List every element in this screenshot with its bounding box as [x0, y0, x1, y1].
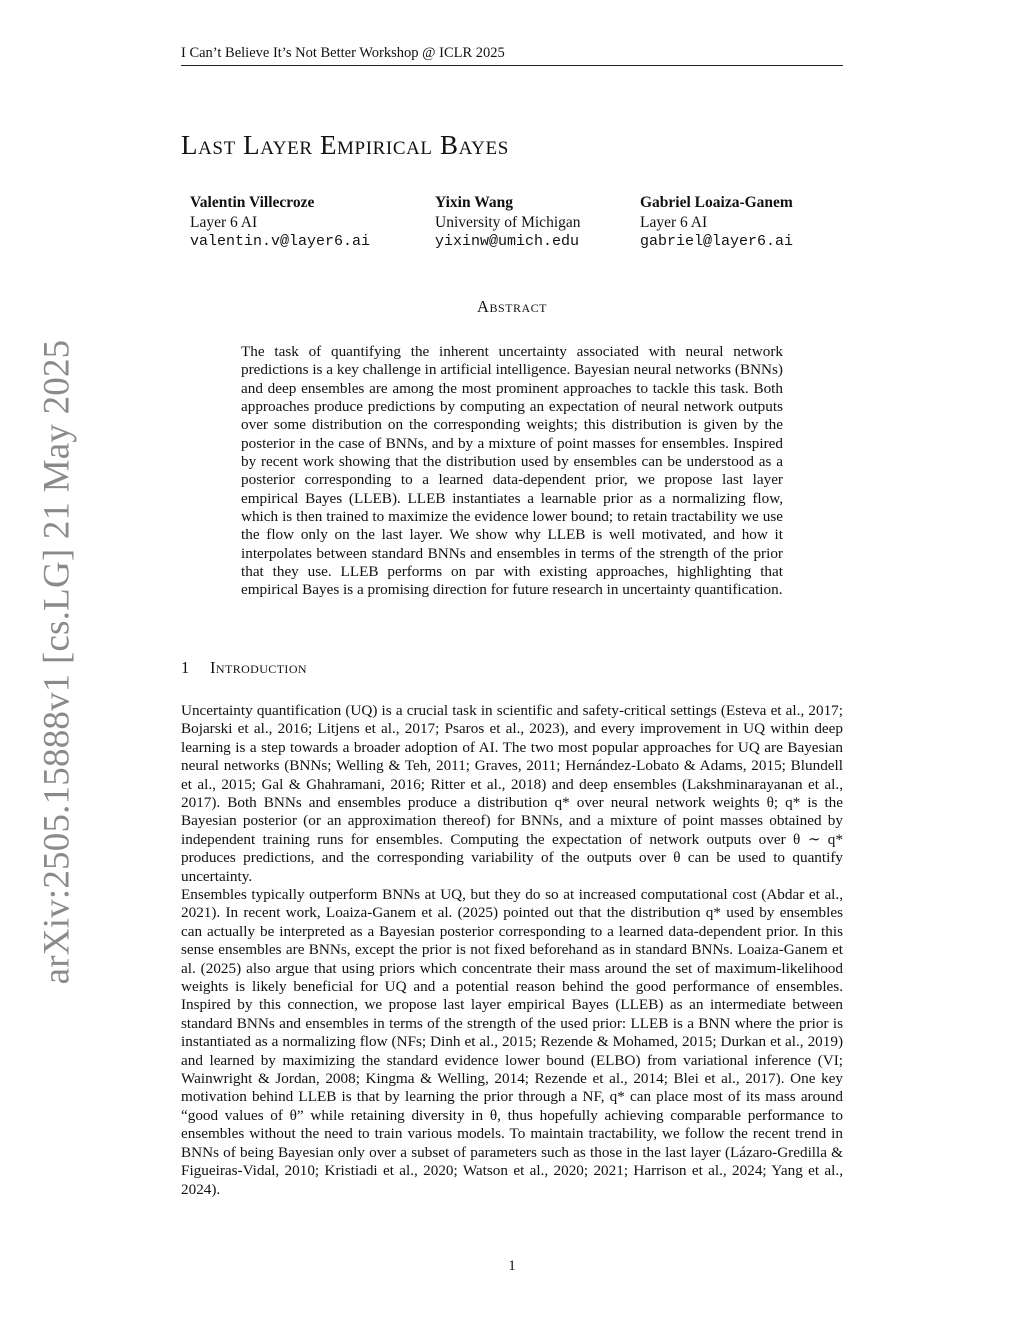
author-email: yixinw@umich.edu [435, 233, 580, 250]
section-number: 1 [181, 658, 190, 677]
author-name: Gabriel Loaiza-Ganem [640, 194, 793, 211]
author-name: Valentin Villecroze [190, 194, 315, 211]
author-block [640, 193, 793, 252]
abstract-text: The task of quantifying the inherent uncertainty associated with neural network predictions is a key challenge in artificial intelligence. Bayesian neural networks (BNNs) and deep ensembles are among the most prominent approaches to tackle this task. Both approaches produce predictions by computing an expectation of neural network outputs over some distribution on the corresponding weights; this distribution is given by the posterior in the case of BNNs, and by a mixture of point masses for ensembles. Inspired by recent work showing that the distribution used by ensembles can be understood as a posterior corresponding to a learned data-dependent prior, we propose last layer empirical Bayes (LLEB). LLEB instantiates a learnable prior as a normalizing flow, which is then trained to maximize the evidence lower bound; to retain tractability we use the flow only on the last layer. We show why LLEB is well motivated, and how it interpolates between standard BNNs and ensembles in terms of the strength of the prior that they use. LLEB performs on par with existing approaches, highlighting that empirical Bayes is a promising direction for future research in uncertainty quantification. [241, 343, 783, 599]
body-paragraph: Uncertainty quantification (UQ) is a crucial task in scientific and safety-critical settings (Esteva et al., 2017; Bojarski et al., 2016; Litjens et al., 2017; Psaros et al., 2023), and every improvement in UQ within deep learning is a step towards a broader adoption of AI. The two most popular approaches for UQ are Bayesian neural networks (BNNs; Welling & Teh, 2011; Graves, 2011; Hernández-Lobato & Adams, 2015; Blundell et al., 2015; Gal & Ghahramani, 2016; Ritter et al., 2018) and deep ensembles (Lakshminarayanan et al., 2017). Both BNNs and ensembles produce a distribution q* over neural network weights θ; q* is the Bayesian posterior (or an approximation thereof) for BNNs, and a mixture of point masses obtained by independent training runs for ensembles. Computing the expectation of network outputs over θ ∼ q* produces predictions, and the corresponding variability of the outputs over θ can be used to quantify uncertainty. [181, 702, 843, 885]
author-email: valentin.v@layer6.ai [190, 233, 371, 250]
author-block [190, 193, 370, 252]
body-paragraph: Ensembles typically outperform BNNs at UQ, but they do so at increased computational cost (Abdar et al., 2021). In recent work, Loaiza-Ganem et al. (2025) pointed out that the distribution q* used by ensembles can actually be interpreted as a Bayesian posterior corresponding to a learned data-dependent prior. In this sense ensembles are BNNs, except the prior is not fixed beforehand as in standard BNNs. Loaiza-Ganem et al. (2025) also argue that using priors which concentrate their mass around the set of maximum-likelihood weights is likely beneficial for UQ and a potential reason behind the good performance of ensembles. Inspired by this connection, we propose last layer empirical Bayes (LLEB) as an intermediate between standard BNNs and ensembles in terms of the strength of the used prior: LLEB is a BNN where the prior is instantiated as a normalizing flow (NFs; Dinh et al., 2015; Rezende & Mohamed, 2015; Durkan et al., 2019) and learned by maximizing the standard evidence lower bound (ELBO) from variational inference (VI; Wainwright & Jordan, 2008; Kingma & Welling, 2014; Rezende et al., 2014; Blei et al., 2017). One key motivation behind LLEB is that by learning the prior through a NF, q* can place most of its mass around “good values of θ” while retaining diversity in θ, thus hopefully achieving comparable performance to ensembles without the need to train various models. To maintain tractability, we follow the recent trend in BNNs of being Bayesian only over a subset of parameters such as those in the last layer (Lázaro-Gredilla & Figueiras-Vidal, 2010; Kristiadi et al., 2020; Watson et al., 2020; 2021; Harrison et al., 2024; Yang et al., 2024). [181, 886, 843, 1198]
paper-title: Last Layer Empirical Bayes [181, 130, 509, 160]
author-email: gabriel@layer6.ai [640, 233, 794, 250]
author-affiliation: Layer 6 AI [640, 213, 708, 231]
author-block [435, 193, 581, 252]
running-header: I Can’t Believe It’s Not Better Workshop @ ICLR 2025 [181, 44, 843, 66]
author-affiliation: Layer 6 AI [190, 213, 258, 231]
page-number: 1 [508, 1258, 516, 1274]
author-name: Yixin Wang [435, 194, 513, 211]
abstract-heading: Abstract [477, 297, 547, 316]
section-heading [181, 658, 307, 678]
author-affiliation: University of Michigan [435, 213, 581, 231]
section-title: Introduction [210, 658, 307, 677]
arxiv-stamp: arXiv:2505.15888v1 [cs.LG] 21 May 2025 [36, 339, 78, 985]
